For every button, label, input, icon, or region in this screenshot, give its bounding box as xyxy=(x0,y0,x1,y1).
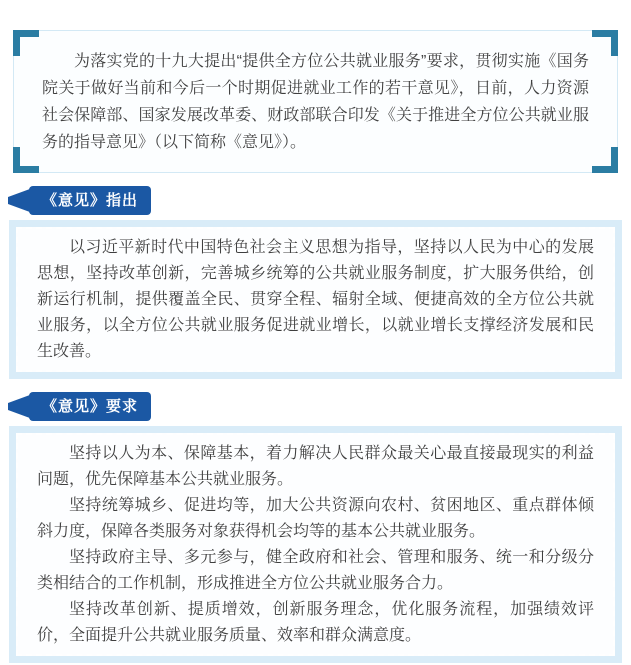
ribbon-left-arrow-icon xyxy=(8,186,38,215)
body-paragraph: 以习近平新时代中国特色社会主义思想为指导，坚持以人民为中心的发展思想，坚持改革创新，完善城乡统筹的公共就业服务制度，扩大服务供给，创新运行机制，提供覆盖全民、贯穿全程、辐射全域、便捷高效的全方位公共就业服务，以全方位公共就业服务促进就业增长，以就业增长支撑经济发展和民生改善。 xyxy=(37,239,594,360)
section-label: 《意见》要求 xyxy=(29,392,151,421)
intro-paragraph: 为落实党的十九大提出“提供全方位公共就业服务”要求，贯彻实施《国务院关于做好当前和今后一个时期促进就业工作的若干意见》，日前，人力资源社会保障部、国家发展改革委、财政部联合印发《关于推进全方位公共就业服务的指导意见》（以下简称《意见》）。 xyxy=(42,53,589,151)
body-paragraph: 坚持以人为本、保障基本，着力解决人民群众最关心最直接最现实的利益问题，优先保障基本公共就业服务。 xyxy=(37,445,594,488)
section-panel-yijian-zhichu xyxy=(9,220,622,379)
section-ribbon-yijian-zhichu xyxy=(8,186,151,215)
intro-quote-box xyxy=(13,30,618,173)
section-panel-yijian-yaoqiu xyxy=(9,426,622,663)
section-label: 《意见》指出 xyxy=(29,186,151,215)
corner-bracket-top-right-icon xyxy=(592,30,618,56)
body-paragraph: 坚持统筹城乡、促进均等，加大公共资源向农村、贫困地区、重点群体倾斜力度，保障各类服务对象获得机会均等的基本公共就业服务。 xyxy=(37,497,594,540)
body-paragraph: 坚持政府主导、多元参与，健全政府和社会、管理和服务、统一和分级分类相结合的工作机制，形成推进全方位公共就业服务合力。 xyxy=(37,549,594,592)
article-page xyxy=(0,30,631,665)
section-ribbon-yijian-yaoqiu xyxy=(8,392,151,421)
panel-inner xyxy=(16,227,615,372)
corner-bracket-bottom-left-icon xyxy=(13,147,39,173)
body-paragraph: 坚持改革创新、提质增效，创新服务理念，优化服务流程，加强绩效评价，全面提升公共就业服务质量、效率和群众满意度。 xyxy=(37,601,594,644)
corner-bracket-top-left-icon xyxy=(13,30,39,56)
panel-inner xyxy=(16,433,615,656)
corner-bracket-bottom-right-icon xyxy=(592,147,618,173)
ribbon-left-arrow-icon xyxy=(8,392,38,421)
